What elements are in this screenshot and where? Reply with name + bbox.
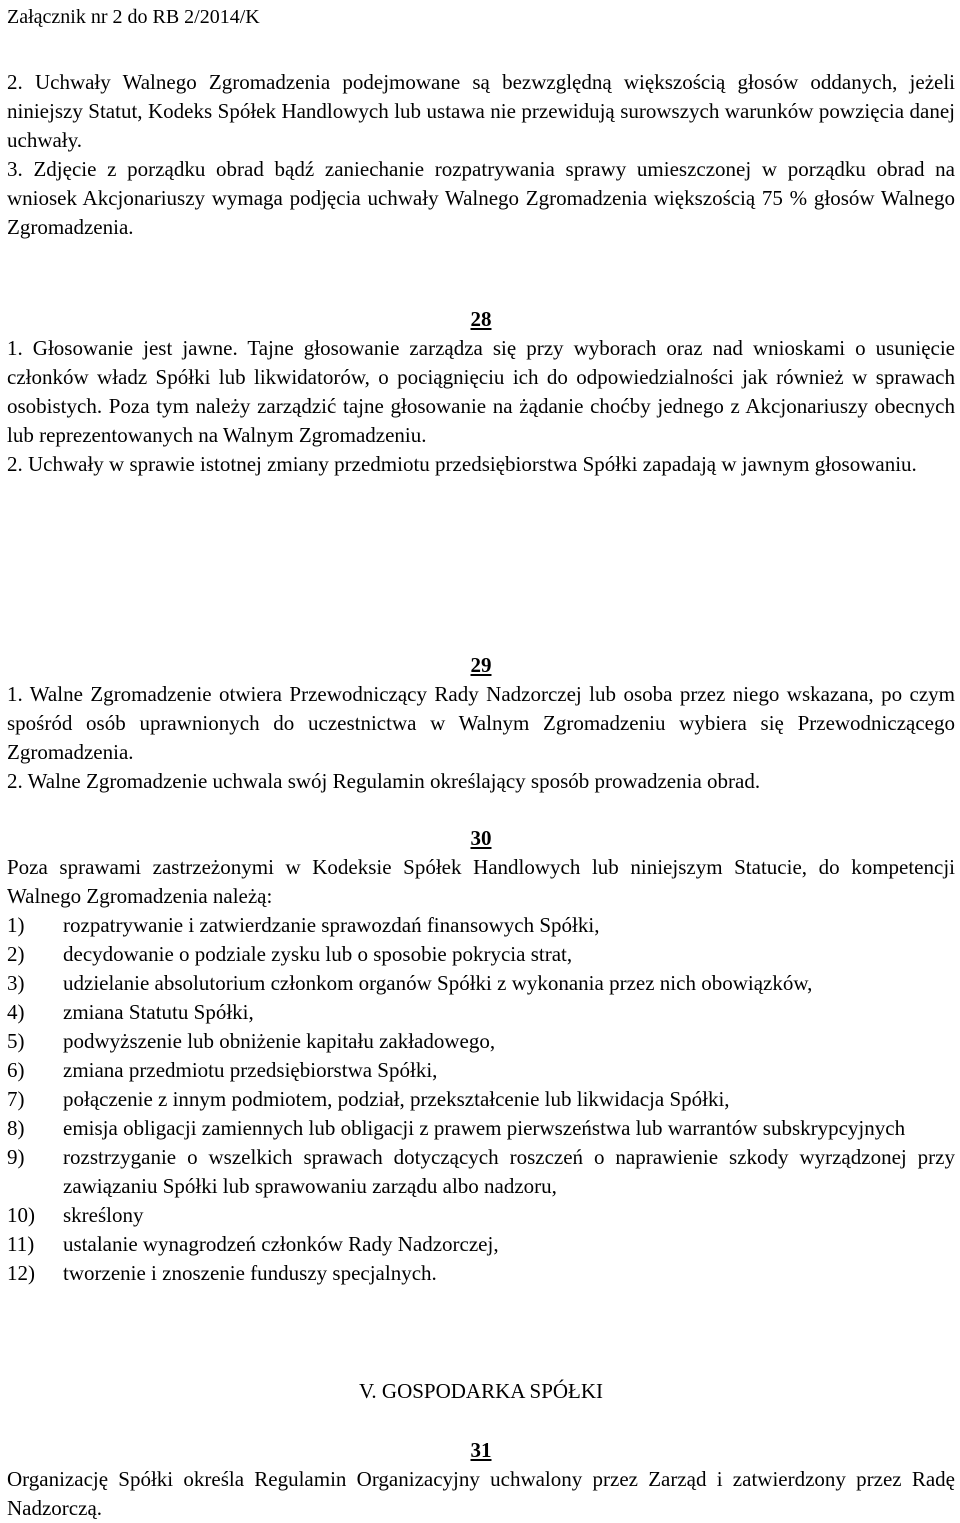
list-item: 7) połączenie z innym podmiotem, podział, przekształcenie lub likwidacja Spółki, [7,1087,730,1111]
section-number: 28 [470,307,492,331]
list-item: 10) skreślony [7,1203,144,1227]
paragraph-27-2: 2. Uchwały Walnego Zgromadzenia podejmowane są bezwzględną większością głosów oddanych, jeżeli niniejszy Statut, Kodeks Spółek Handlowych lub ustawa nie przewidują surowszych warunków powzięcia danej uchwały. [7,70,955,152]
list-item: 8) emisja obligacji zamiennych lub obligacji z prawem pierwszeństwa lub warrantów subskrypcyjnych [7,1116,906,1140]
chapter-heading: V. GOSPODARKA SPÓŁKI [358,1379,604,1403]
section-heading-28 [7,305,955,334]
section-number: 31 [470,1438,492,1462]
section-29 [7,651,955,796]
list-item: 12) tworzenie i znoszenie funduszy specjalnych. [7,1261,437,1285]
paragraph-30-intro: Poza sprawami zastrzeżonymi w Kodeksie Spółek Handlowych lub niniejszym Statucie, do kompetencji Walnego Zgromadzenia należą: [7,855,955,908]
list-item: 5) podwyższenie lub obniżenie kapitału zakładowego, [7,1029,496,1053]
competence-list [7,911,955,1288]
paragraph-28-1: 1. Głosowanie jest jawne. Tajne głosowanie zarządza się przy wyborach oraz nad wnioskami o usunięcie członków władz Spółki lub likwidatorów, o pociągnięciu ich do odpowiedzialności jak również w sprawach osobistych. Poza tym należy zarządzić tajne głosowanie na żądanie choćby jednego z Akcjonariuszy obecnych lub reprezentowanych na Walnym Zgromadzeniu. [7,336,955,447]
list-item: 3) udzielanie absolutorium członkom organów Spółki z wykonania przez nich obowiązków, [7,971,813,995]
section-27-continuation [7,68,955,242]
list-item: 11) ustalanie wynagrodzeń członków Rady Nadzorczej, [7,1232,499,1256]
paragraph-27-3: 3. Zdjęcie z porządku obrad bądź zaniechanie rozpatrywania sprawy umieszczonej w porządku obrad na wniosek Akcjonariuszy wymaga podjęcia uchwały Walnego Zgromadzenia większością 75 % głosów Walnego Zgromadzenia. [7,157,955,239]
list-item: 9) rozstrzyganie o wszelkich sprawach dotyczących roszczeń o naprawienie szkody wyrządzonej przy zawiązaniu Spółki lub sprawowaniu zarządu albo nadzoru, [7,1145,955,1198]
paragraph-29-2: 2. Walne Zgromadzenie uchwala swój Regulamin określający sposób prowadzenia obrad. [7,769,761,793]
paragraph-31-1: Organizację Spółki określa Regulamin Organizacyjny uchwalony przez Zarząd i zatwierdzony przez Radę Nadzorczą. [7,1467,955,1520]
section-heading-30 [7,824,955,853]
list-item: 4) zmiana Statutu Spółki, [7,1000,254,1024]
paragraph-28-2: 2. Uchwały w sprawie istotnej zmiany przedmiotu przedsiębiorstwa Spółki zapadają w jawnym głosowaniu. [7,452,917,476]
section-30 [7,824,955,1288]
list-item: 6) zmiana przedmiotu przedsiębiorstwa Spółki, [7,1058,438,1082]
section-number: 29 [470,653,492,677]
list-item: 1) rozpatrywanie i zatwierdzanie sprawozdań finansowych Spółki, [7,913,600,937]
attachment-header: Załącznik nr 2 do RB 2/2014/K [7,6,260,28]
section-28 [7,305,955,479]
section-31 [7,1436,955,1523]
paragraph-29-1: 1. Walne Zgromadzenie otwiera Przewodniczący Rady Nadzorczej lub osoba przez niego wskazana, po czym spośród osób uprawnionych do uczestnictwa w Walnym Zgromadzeniu wybiera się Przewodniczącego Zgromadzenia. [7,682,955,764]
section-number: 30 [470,826,492,850]
list-item: 2) decydowanie o podziale zysku lub o sposobie pokrycia strat, [7,942,573,966]
section-heading-29 [7,651,955,680]
section-heading-31 [7,1436,955,1465]
